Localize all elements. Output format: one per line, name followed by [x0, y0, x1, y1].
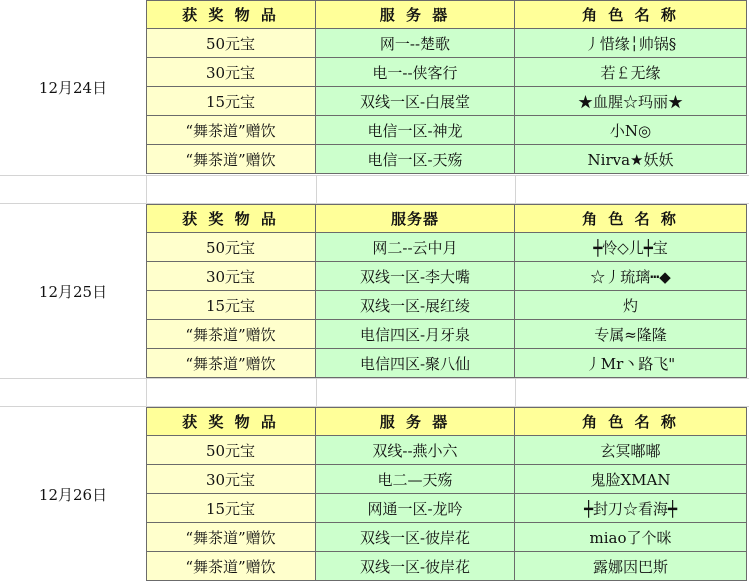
- header-prize: 获 奖 物 品: [146, 0, 316, 29]
- prize-cell: 30元宝: [146, 58, 316, 87]
- prize-cell: “舞茶道”赠饮: [146, 523, 316, 552]
- prize-cell: 15元宝: [146, 87, 316, 116]
- gridline: [515, 378, 516, 407]
- role-cell: miao了个咪: [515, 523, 747, 552]
- prize-cell: 30元宝: [146, 465, 316, 494]
- server-cell: 双线一区-彼岸花: [316, 523, 515, 552]
- role-cell: ☆丿琉璃┅◆: [515, 262, 747, 291]
- server-cell: 双线一区-展红绫: [316, 291, 515, 320]
- gridline: [146, 378, 147, 407]
- role-cell: ┿怜◇儿┿宝: [515, 233, 747, 262]
- server-cell: 双线一区-李大嘴: [316, 262, 515, 291]
- server-cell: 网通一区-龙吟: [316, 494, 515, 523]
- date-cell: 12月26日: [0, 407, 146, 581]
- prize-cell: “舞茶道”赠饮: [146, 320, 316, 349]
- role-cell: 丿惜缘╎帅锅§: [515, 29, 747, 58]
- gridline: [146, 175, 147, 204]
- header-server: 服 务 器: [316, 0, 515, 29]
- prize-cell: “舞茶道”赠饮: [146, 552, 316, 581]
- server-cell: 电一--侠客行: [316, 58, 515, 87]
- prize-cell: “舞茶道”赠饮: [146, 145, 316, 174]
- server-cell: 电二—天殇: [316, 465, 515, 494]
- role-cell: 小N◎: [515, 116, 747, 145]
- server-cell: 网二--云中月: [316, 233, 515, 262]
- prize-cell: 50元宝: [146, 29, 316, 58]
- separator-row: [0, 175, 749, 204]
- server-cell: 双线--燕小六: [316, 436, 515, 465]
- server-cell: 电信一区-天殇: [316, 145, 515, 174]
- role-cell: 鬼脸XMAN: [515, 465, 747, 494]
- role-cell: 若￡无缘: [515, 58, 747, 87]
- separator-row: [0, 378, 749, 407]
- date-cell: 12月25日: [0, 204, 146, 378]
- role-cell: 专属≈隆隆: [515, 320, 747, 349]
- role-cell: 露娜因巴斯: [515, 552, 747, 581]
- prize-cell: 15元宝: [146, 494, 316, 523]
- server-cell: 双线一区-彼岸花: [316, 552, 515, 581]
- header-prize: 获 奖 物 品: [146, 204, 316, 233]
- server-cell: 网一--楚歌: [316, 29, 515, 58]
- prize-cell: 30元宝: [146, 262, 316, 291]
- server-cell: 双线一区-白展堂: [316, 87, 515, 116]
- role-cell: 玄冥嘟嘟: [515, 436, 747, 465]
- prize-cell: “舞茶道”赠饮: [146, 349, 316, 378]
- role-cell: ┿封刀☆看海┿: [515, 494, 747, 523]
- role-cell: ★血腥☆玛丽★: [515, 87, 747, 116]
- header-role: 角 色 名 称: [515, 204, 747, 233]
- role-cell: Nirva★妖妖: [515, 145, 747, 174]
- prize-cell: “舞茶道”赠饮: [146, 116, 316, 145]
- prize-cell: 50元宝: [146, 436, 316, 465]
- prize-cell: 15元宝: [146, 291, 316, 320]
- server-cell: 电信一区-神龙: [316, 116, 515, 145]
- gridline: [316, 378, 317, 407]
- header-role: 角 色 名 称: [515, 407, 747, 436]
- gridline: [316, 175, 317, 204]
- prize-cell: 50元宝: [146, 233, 316, 262]
- role-cell: 灼: [515, 291, 747, 320]
- role-cell: 丿Mr丶路飞": [515, 349, 747, 378]
- header-server: 服务器: [316, 204, 515, 233]
- server-cell: 电信四区-聚八仙: [316, 349, 515, 378]
- server-cell: 电信四区-月牙泉: [316, 320, 515, 349]
- header-server: 服 务 器: [316, 407, 515, 436]
- header-role: 角 色 名 称: [515, 0, 747, 29]
- date-cell: 12月24日: [0, 0, 146, 174]
- header-prize: 获 奖 物 品: [146, 407, 316, 436]
- gridline: [515, 175, 516, 204]
